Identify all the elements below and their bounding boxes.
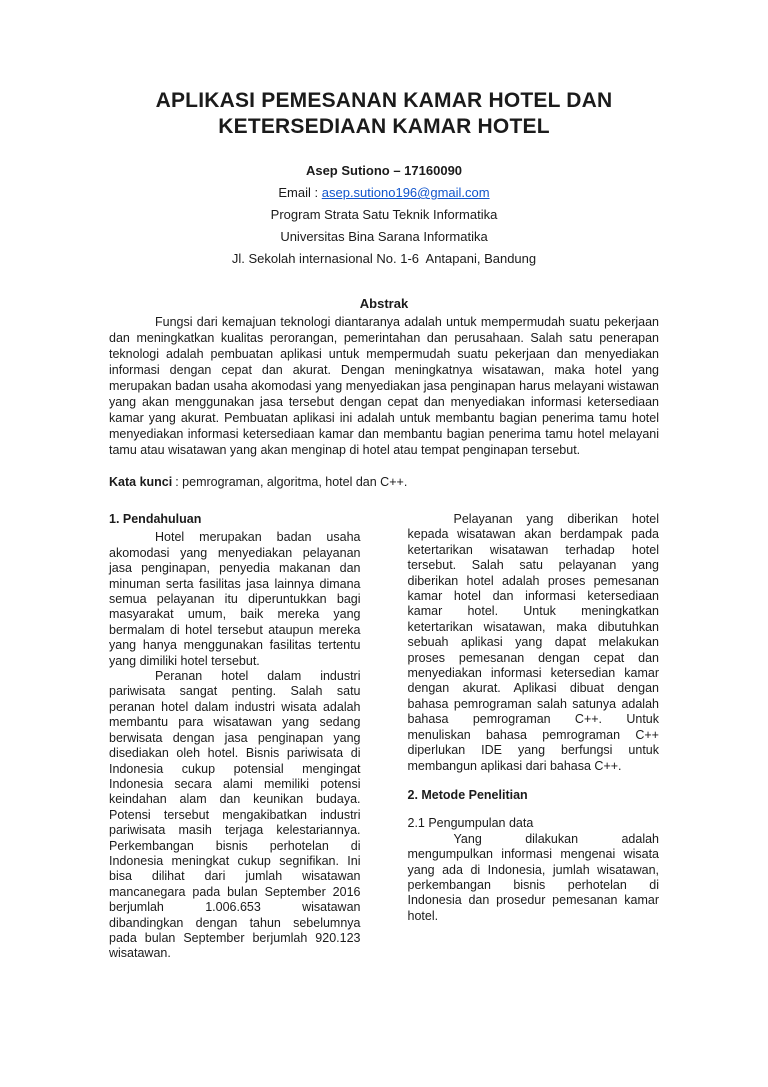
keywords-line — [109, 474, 659, 490]
abstract-paragraph: Fungsi dari kemajuan teknologi diantaranya adalah untuk mempermudah suatu pekerjaan dan meningkatkan kualitas perorangan, pemerintahan dan perusahaan. Salah satu penerapan teknologi adalah pembuatan aplikasi untuk mempermudah suatu pekerjaan dan menyediakan informasi dengan cepat dan akurat. Dengan meningkatnya wisatawan, maka hotel yang merupakan badan usaha akomodasi yang menyediakan jasa penginapan harus melayani wistawan yang akan menggunakan jasa tersebut dengan cepat dan menyediakan informasi ketersediaan kamar yang akurat. Pembuatan aplikasi ini adalah untuk membantu bagian penerima tamu hotel menyediakan informasi ketersediaan kamar dan membantu bagian penerima tamu hotel melayani tamu atau wisatawan yang akan menginap di hotel atau tempat penginapan tersebut. — [109, 315, 659, 457]
keywords-text: : pemrograman, algoritma, hotel dan C++. — [175, 475, 408, 489]
left-column — [109, 512, 361, 962]
section-heading-metode: 2. Metode Penelitian — [407, 787, 528, 802]
right-column — [408, 512, 660, 962]
intro-paragraph-1: Hotel merupakan badan usaha akomodasi yang menyediakan pelayanan jasa penginapan, penyedia makanan dan minuman serta fasilitas jasa lainnya dimana semua pelayanan itu diperuntukkan bagi masyarakat umum, baik mereka yang bermalam di hotel tersebut ataupun mereka yang hanya menggunakan fasilitas tertentu yang dimiliki hotel tersebut. — [109, 530, 361, 668]
subsection-heading-pengumpulan-data: 2.1 Pengumpulan data — [407, 816, 534, 831]
page-content — [109, 88, 659, 962]
email-label: Email : — [278, 185, 319, 200]
university-line: Universitas Bina Sarana Informatika — [280, 229, 488, 244]
service-paragraph: Pelayanan yang diberikan hotel kepada wisatawan akan berdampak pada ketertarikan wisatawan terhadap hotel tersebut. Salah satu pelayanan yang diberikan hotel adalah proses pemesanan kamar hotel dan informasi ketersediaan kamar hotel. Untuk meningkatkan ketertarikan wisatawan, maka dibutuhkan sebuah aplikasi yang dapat melakukan proses pemesanan dengan cepat dan menyediakan informasi ketersedian kamar dengan akurat. Aplikasi dibuat dengan bahasa pemrograman salah satunya adalah bahasa pemrograman C++. Untuk menuliskan bahasa pemrograman C++ diperlukan IDE yang berfungsi untuk membangun aplikasi dari bahasa C++. — [407, 512, 659, 773]
paper-title-line2: KETERSEDIAAN KAMAR HOTEL — [218, 115, 550, 138]
two-column-body — [109, 512, 659, 962]
email-line — [109, 182, 659, 204]
program-line: Program Strata Satu Teknik Informatika — [270, 207, 498, 222]
author-block — [109, 160, 659, 270]
method-paragraph: Yang dilakukan adalah mengumpulkan informasi mengenai wisata yang ada di Indonesia, jumlah wisatawan, perkembangan bisnis perhotelan di Indonesia dan prosedur pemesanan kamar hotel. — [407, 831, 659, 923]
abstract-heading: Abstrak — [359, 296, 409, 311]
intro-paragraph-2: Peranan hotel dalam industri pariwisata sangat penting. Salah satu peranan hotel dalam industri wisata adalah membantu para wisatawan yang sedang berwisata dengan jasa penginapan yang disediakan oleh hotel. Bisnis pariwisata di Indonesia cukup potensial mengingat Indonesia secara alami memiliki potensi keindahan alam dan keunikan budaya. Potensi tersebut mengakibatkan industri pariwisata masih terjaga kelestariannya. Perkembangan bisnis perhotelan di Indonesia meningkat cukup segnifikan. Ini bisa dilihat dari jumlah wisatawan mancanegara pada bulan September 2016 berjumlah 1.006.653 wisatawan dibandingkan dengan tahun sebelumnya pada bulan September berjumlah 920.123 wisatawan. — [109, 669, 361, 961]
keywords-label: Kata kunci — [109, 475, 173, 489]
paper-title — [109, 88, 659, 140]
section-heading-pendahuluan: 1. Pendahuluan — [109, 512, 202, 526]
paper-title-line1: APLIKASI PEMESANAN KAMAR HOTEL DAN — [155, 89, 613, 112]
email-link[interactable]: asep.sutiono196@gmail.com — [321, 185, 490, 200]
address-line: Jl. Sekolah internasional No. 1-6 Antapani, Bandung — [231, 251, 537, 266]
author-name: Asep Sutiono – 17160090 — [305, 163, 463, 178]
